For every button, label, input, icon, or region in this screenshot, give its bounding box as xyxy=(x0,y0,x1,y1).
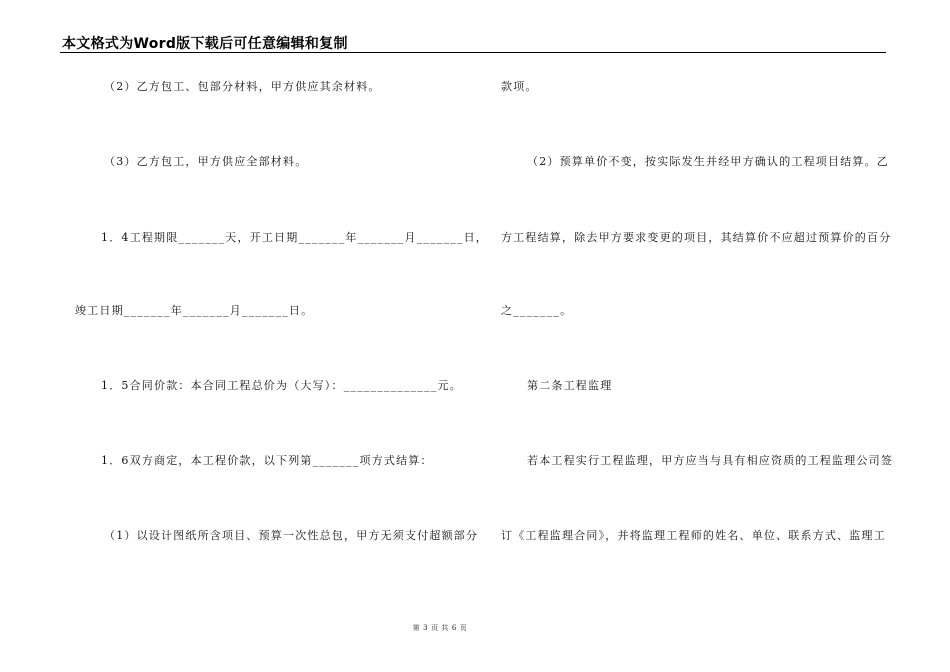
section-heading-supervision: 第二条工程监理 xyxy=(527,379,613,392)
right-line-4: 之_______。 xyxy=(501,304,573,317)
left-line-2: （3）乙方包工，甲方供应全部材料。 xyxy=(104,155,308,168)
right-line-7: 订《工程监理合同》，并将监理工程师的姓名、单位、联系方式、监理工 xyxy=(501,529,886,542)
right-line-1: 款项。 xyxy=(501,80,538,93)
right-line-6: 若本工程实行工程监理，甲方应当与具有相应资质的工程监理公司签 xyxy=(527,454,893,467)
left-line-1: （2）乙方包工、包部分材料，甲方供应其余材料。 xyxy=(104,80,381,93)
header-divider xyxy=(60,52,886,53)
left-line-3: 1．4工程期限_______天，开工日期_______年_______月_______日， xyxy=(101,231,488,244)
page-number: 第 3 页 共 6 页 xyxy=(412,624,468,632)
left-line-6: 1．6双方商定，本工程价款，以下列第_______项方式结算： xyxy=(101,454,433,467)
document-header-title: 本文格式为Word版下载后可任意编辑和复制 xyxy=(62,36,348,52)
left-line-4: 竣工日期_______年_______月_______日。 xyxy=(75,304,314,317)
left-line-5: 1．5合同价款：本合同工程总价为（大写）：______________元。 xyxy=(101,379,462,392)
right-line-2: （2）预算单价不变，按实际发生并经甲方确认的工程项目结算。乙 xyxy=(527,155,889,168)
right-line-3: 方工程结算，除去甲方要求变更的项目，其结算价不应超过预算价的百分 xyxy=(501,231,892,244)
left-line-7: （1）以设计图纸所含项目、预算一次性总包，甲方无须支付超额部分 xyxy=(104,529,479,542)
